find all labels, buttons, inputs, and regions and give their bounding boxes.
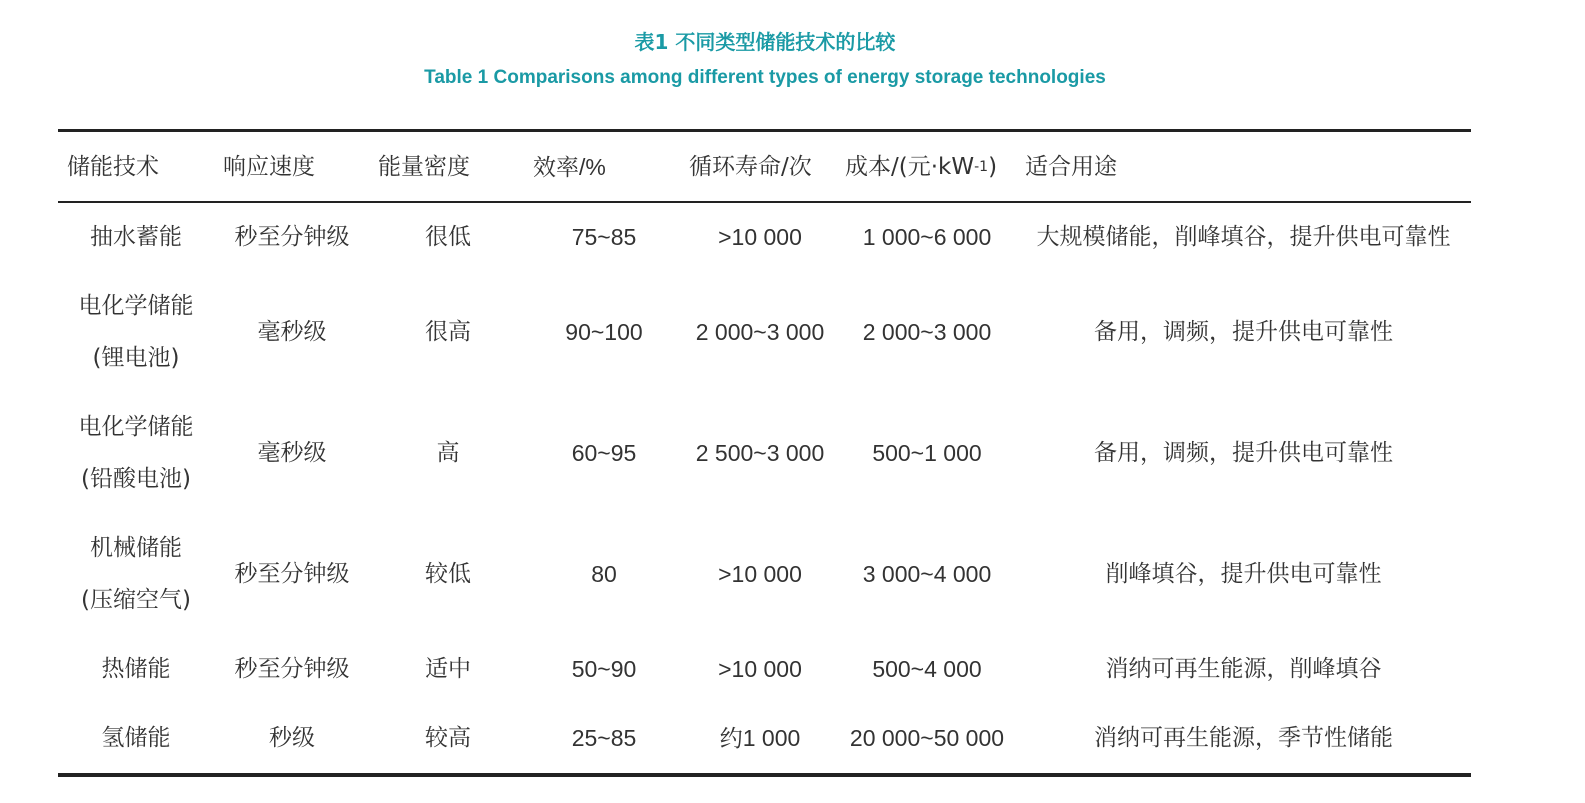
header-usage: 适合用途 xyxy=(1025,154,1117,180)
header-efficiency: 效率/% xyxy=(533,154,606,180)
table-cell-efficiency: 75~85 xyxy=(571,224,637,250)
table-bottom-rule xyxy=(58,773,1471,777)
table-cell-tech: 氢储能 xyxy=(101,725,171,751)
table-cell-cost: 2 000~3 000 xyxy=(862,319,992,345)
table-cell-response: 秒至分钟级 xyxy=(234,656,350,682)
table-cell-usage: 消纳可再生能源，削峰填谷 xyxy=(1105,656,1382,682)
table-cell-response: 毫秒级 xyxy=(257,319,327,345)
header-cost: 成本/(元·kW -1 ) xyxy=(845,140,1020,194)
tech-subtype-line: (铅酸电池) xyxy=(81,466,191,492)
header-cost-suffix: ) xyxy=(988,154,998,180)
table-cell-tech xyxy=(58,522,214,626)
tech-name-line: 电化学储能 xyxy=(78,414,194,440)
table-cell-cycle: >10 000 xyxy=(718,561,802,587)
table-title-en: Table 1 Comparisons among different types of energy storage technologies xyxy=(424,67,1106,88)
table-header-rule xyxy=(58,201,1471,203)
table-cell-usage: 备用，调频，提升供电可靠性 xyxy=(1094,319,1393,345)
table-cell-density: 较低 xyxy=(425,561,471,587)
tech-name-line: 机械储能 xyxy=(89,535,182,561)
table-cell-cost: 1 000~6 000 xyxy=(862,224,992,250)
table-title-cn: 表1 不同类型储能技术的比较 xyxy=(634,30,896,54)
table-cell-cycle: 约1 000 xyxy=(719,725,801,751)
table-cell-cost: 20 000~50 000 xyxy=(849,725,1005,751)
table-cell-tech xyxy=(58,401,214,505)
table-cell-usage: 大规模储能，削峰填谷，提升供电可靠性 xyxy=(1036,224,1451,250)
header-density: 能量密度 xyxy=(378,154,470,180)
table-cell-efficiency: 25~85 xyxy=(571,725,637,751)
table-cell-response: 毫秒级 xyxy=(257,440,327,466)
table-cell-cycle: >10 000 xyxy=(718,656,802,682)
table-cell-density: 很低 xyxy=(425,224,471,250)
table-cell-efficiency: 90~100 xyxy=(565,319,643,345)
table-cell-usage: 削峰填谷，提升供电可靠性 xyxy=(1105,561,1382,587)
table-cell-efficiency: 80 xyxy=(591,561,617,587)
table-cell-response: 秒至分钟级 xyxy=(234,224,350,250)
tech-subtype-line: (压缩空气) xyxy=(81,587,191,613)
tech-name-line: 电化学储能 xyxy=(78,293,194,319)
table-cell-tech: 热储能 xyxy=(101,656,171,682)
table-cell-response: 秒至分钟级 xyxy=(234,561,350,587)
header-tech: 储能技术 xyxy=(67,154,159,180)
table-cell-density: 高 xyxy=(436,440,460,466)
table-cell-density: 较高 xyxy=(425,725,471,751)
tech-subtype-line: (锂电池) xyxy=(92,345,180,371)
table-cell-cycle: 2 500~3 000 xyxy=(695,440,825,466)
table-cell-cycle: 2 000~3 000 xyxy=(695,319,825,345)
table-cell-usage: 消纳可再生能源，季节性储能 xyxy=(1094,725,1393,751)
header-response: 响应速度 xyxy=(223,154,315,180)
table-cell-cost: 500~4 000 xyxy=(872,656,982,682)
table-cell-cost: 3 000~4 000 xyxy=(862,561,992,587)
header-cycle: 循环寿命/次 xyxy=(689,154,812,180)
table-cell-tech: 抽水蓄能 xyxy=(90,224,182,250)
table-cell-cost: 500~1 000 xyxy=(872,440,982,466)
table-cell-density: 适中 xyxy=(425,656,471,682)
table-cell-density: 很高 xyxy=(425,319,471,345)
table-cell-response: 秒级 xyxy=(269,725,315,751)
table-top-rule xyxy=(58,129,1471,132)
header-cost-prefix: 成本/(元·kW xyxy=(845,154,975,180)
table-cell-efficiency: 50~90 xyxy=(571,656,637,682)
table-cell-usage: 备用，调频，提升供电可靠性 xyxy=(1094,440,1393,466)
table-cell-tech xyxy=(58,280,214,384)
table-cell-cycle: >10 000 xyxy=(718,224,802,250)
table-cell-efficiency: 60~95 xyxy=(571,440,637,466)
